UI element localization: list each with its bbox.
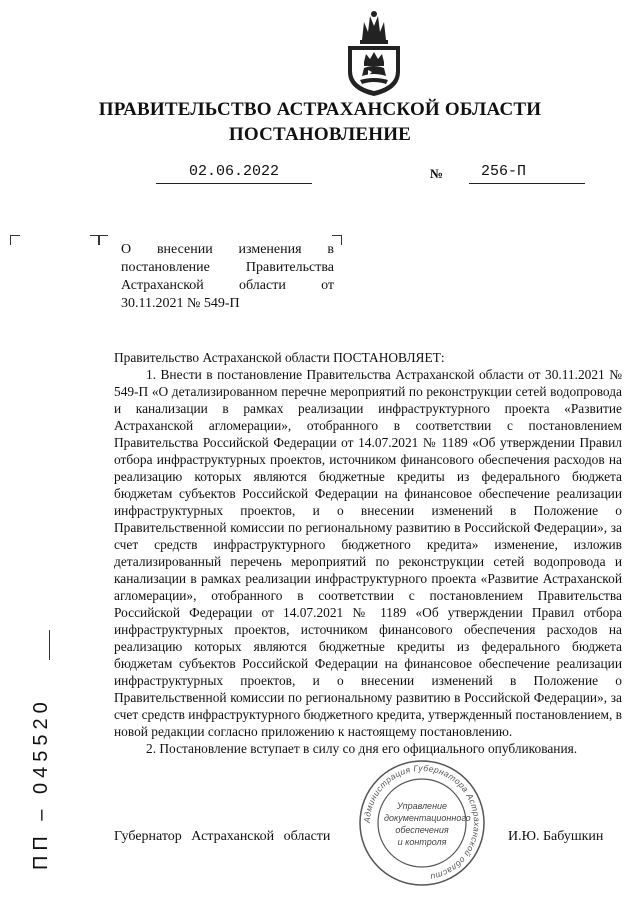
document-date: 02.06.2022 bbox=[188, 163, 279, 180]
stamp-line: и контроля bbox=[397, 837, 447, 847]
left-corner-mark bbox=[10, 235, 20, 245]
paragraph-1: 1. Внести в постановление Правительства Астраханской области от 30.11.2021 № 549-П «О детализированном перечне мероприятий по реконструкции сетей водопровода и канализации в рамках реализации инфраструктурного проекта «Развитие Астраханской агломерации», отобранного в соответствии с постановлением Правительства Российской Федерации от 14.07.2021 № 1189 «Об утверждении Правил отбора инфраструктурных проектов, источником финансового обеспечения расходов на реализацию которых являются бюджетные кредиты из федерального бюджета бюджетам субъектов Российской Федерации на финансовое обеспечение реализации инфраструктурных проектов, и о внесении изменений в Положение о Правительственной комиссии по региональному развитию в Российской Федерации», за счет средств инфраструктурного бюджетного кредита» изменение, изложив детализированный перечень мероприятий по реконструкции сетей водопровода и канализации в рамках реализации инфраструктурного проекта «Развитие Астраханской агломерации», отобранного в соответствии с постановлением Правительства Российской Федерации от 14.07.2021 № 1189 «Об утверждении Правил отбора инфраструктурных проектов, источником финансового обеспечения расходов на реализацию которых являются бюджетные кредиты из федерального бюджета бюджетам субъектов Российской Федерации на финансовое обеспечение реализации инфраструктурных проектов, и о внесении изменений в Положение о Правительственной комиссии по региональному развитию в Российской Федерации», за счет средств инфраструктурного бюджетного кредита, утвержденный постановлением, в новой редакции согласно приложению к настоящему постановлению. bbox=[114, 367, 622, 739]
subject-left-corner-mark bbox=[98, 235, 108, 245]
document-subject: О внесении изменения в постановление Правительства Астраханской области от 30.11.2021 № 549-П bbox=[121, 242, 334, 311]
coat-of-arms-icon bbox=[342, 10, 406, 96]
margin-mark bbox=[49, 630, 50, 660]
registration-number: ПП – 045520 bbox=[30, 697, 52, 870]
organization-title: ПРАВИТЕЛЬСТВО АСТРАХАНСКОЙ ОБЛАСТИ bbox=[98, 99, 542, 120]
preamble: Правительство Астраханской области ПОСТАНОВЛЯЕТ: bbox=[114, 350, 445, 365]
number-sign: № bbox=[430, 166, 444, 181]
stamp-line: обеспечения bbox=[395, 825, 449, 835]
paragraph-2: 2. Постановление вступает в силу со дня его официального опубликования. bbox=[146, 741, 578, 756]
document-number: 256-П bbox=[481, 163, 527, 180]
stamp-line: Управление bbox=[396, 801, 448, 811]
stamp-inner-text bbox=[384, 800, 471, 848]
document-type: ПОСТАНОВЛЕНИЕ bbox=[228, 124, 412, 145]
document-body bbox=[114, 349, 622, 757]
signatory-position: Губернатор Астраханской области bbox=[114, 829, 331, 844]
stamp-ring-text: Администрация Губернатора Астраханской области bbox=[361, 762, 483, 883]
stamp-line: документационного bbox=[384, 813, 471, 823]
signatory-name: И.Ю. Бабушкин bbox=[508, 829, 604, 844]
